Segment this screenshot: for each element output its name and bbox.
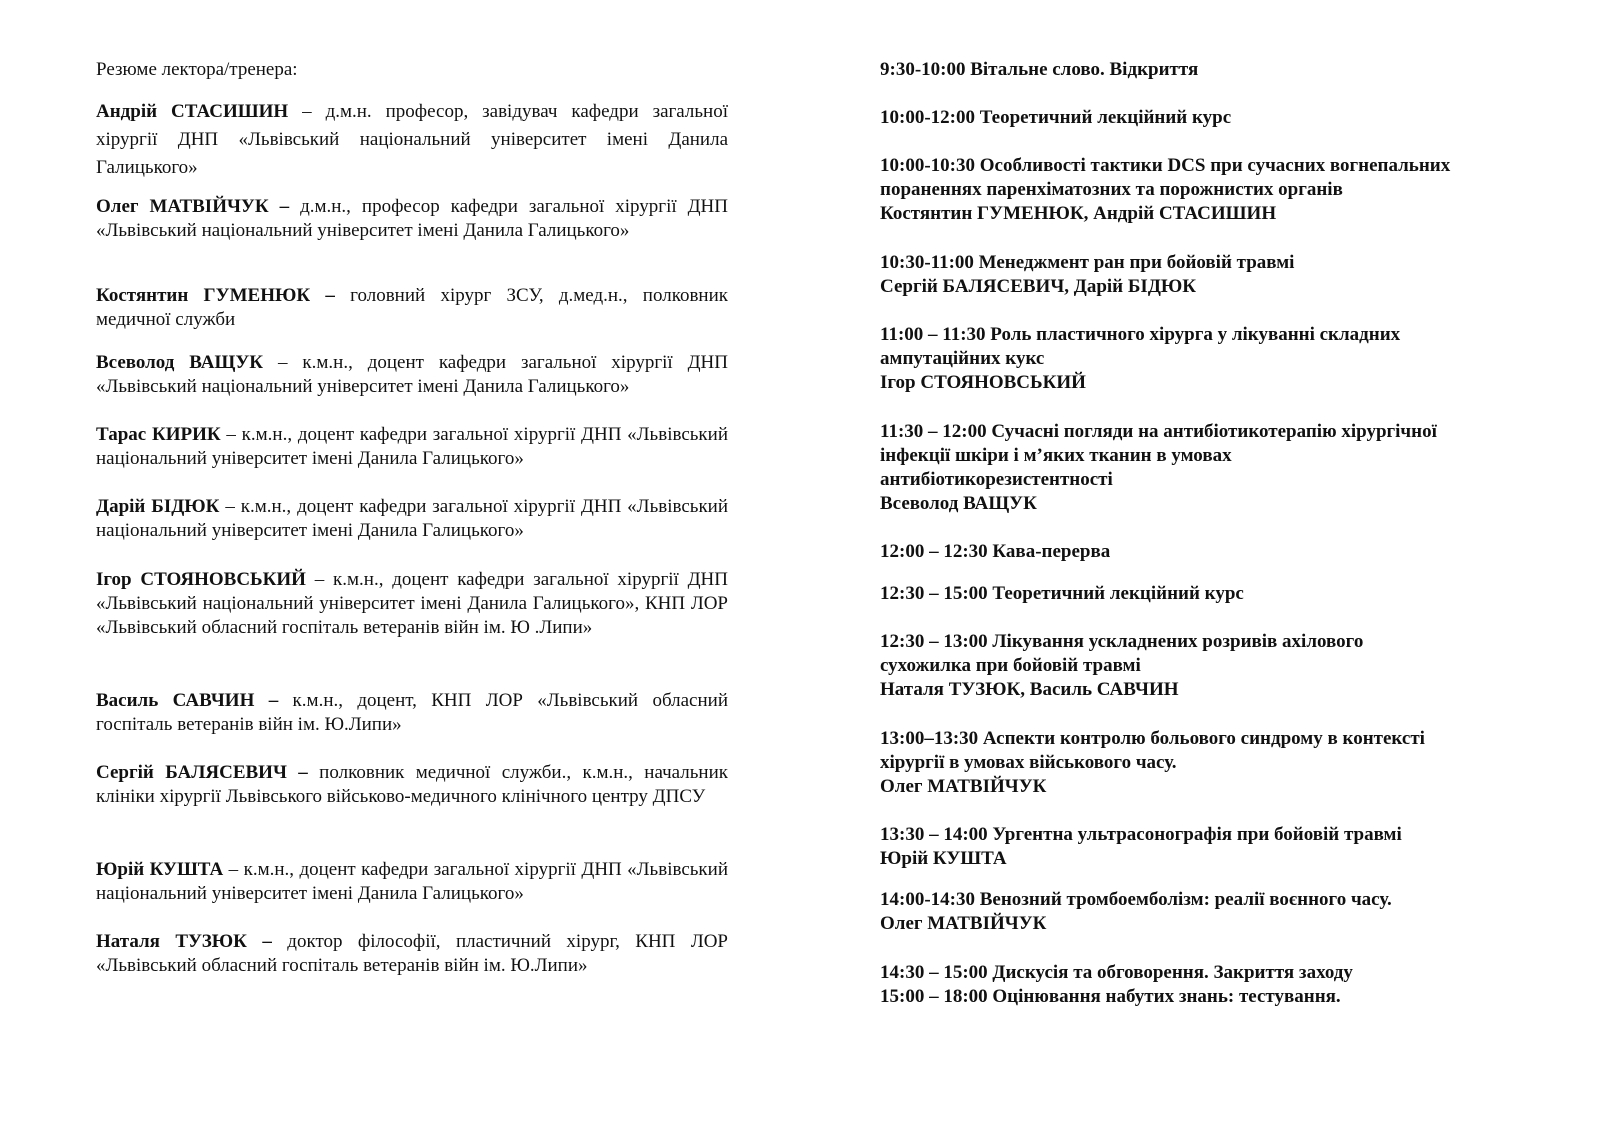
schedule-line: пораненнях паренхіматозних та порожнистих органів [880, 179, 1343, 200]
lecturer-name: Юрій КУШТА [96, 859, 224, 880]
schedule-line: інфекції шкіри і м’яких тканин в умовах [880, 445, 1232, 466]
schedule-line: Юрій КУШТА [880, 848, 1007, 869]
schedule-line: Всеволод ВАЩУК [880, 493, 1037, 514]
lecturer-name: Костянтин ГУМЕНЮК – [96, 285, 335, 306]
schedule-item [880, 323, 1400, 395]
lecturer-description: – к.м.н., доцент кафедри загальної хірургії ДНП «Львівський національний університет імені Данила Галицького» [96, 496, 729, 541]
lecturer-name: Ігор СТОЯНОВСЬКИЙ [96, 569, 306, 590]
lecturer-description: д.м.н., професор кафедри загальної хірургії ДНП «Львівський національний університет імені Данила Галицького» [96, 196, 728, 241]
lecturer-entry [96, 930, 728, 978]
lecturer-name: Сергій БАЛЯСЕВИЧ – [96, 762, 308, 783]
lecturer-entry [96, 568, 728, 640]
schedule-line: 10:00-12:00 Теоретичний лекційний курс [880, 107, 1232, 128]
schedule-line: 10:00-10:30 Особливості тактики DCS при сучасних вогнепальних [880, 155, 1451, 176]
lecturer-name: Тарас КИРИК [96, 424, 221, 445]
lecturer-entry [96, 351, 728, 399]
schedule-line: 12:30 – 15:00 Теоретичний лекційний курс [880, 583, 1244, 604]
schedule-line: 15:00 – 18:00 Оцінювання набутих знань: тестування. [880, 986, 1341, 1007]
program-schedule-column [880, 0, 1540, 1131]
schedule-item [880, 58, 1198, 82]
schedule-line: Олег МАТВІЙЧУК [880, 776, 1047, 797]
schedule-line: Олег МАТВІЙЧУК [880, 913, 1047, 934]
schedule-line: 14:00-14:30 Венозний тромбоемболізм: реалії воєнного часу. [880, 889, 1392, 910]
lecturer-entry [96, 423, 728, 471]
lecturer-entry [96, 858, 728, 906]
lecturer-description: – д.м.н. професор, завідувач кафедри загальної хірургії ДНП «Львівський національний університет імені Данила Галицького» [96, 101, 728, 178]
schedule-item [880, 961, 1353, 1009]
lecturer-name: Андрій СТАСИШИН [96, 101, 289, 122]
schedule-line: 13:00–13:30 Аспекти контролю больового синдрому в контексті [880, 728, 1425, 749]
schedule-line: 9:30-10:00 Вітальне слово. Відкриття [880, 59, 1199, 80]
lecturer-entry [96, 284, 728, 332]
schedule-line: 11:30 – 12:00 Сучасні погляди на антибіотикотерапію хірургічної [880, 421, 1437, 442]
lecturer-description: – к.м.н., доцент кафедри загальної хірургії ДНП «Львівський національний університет імені Данила Галицького» [96, 859, 728, 904]
schedule-item [880, 582, 1244, 606]
schedule-item [880, 106, 1231, 130]
schedule-item [880, 727, 1425, 799]
schedule-item [880, 251, 1294, 299]
schedule-line: 13:30 – 14:00 Ургентна ультрасонографія при бойовій травмі [880, 824, 1402, 845]
lecturer-description: – к.м.н., доцент кафедри загальної хірургії ДНП «Львівський національний університет імені Данила Галицького», КНП ЛОР «Львівський обласний госпіталь ветеранів війн ім. Ю .Липи» [96, 569, 728, 638]
lecturer-entry [96, 689, 728, 737]
schedule-item [880, 420, 1437, 516]
schedule-line: 10:30-11:00 Менеджмент ран при бойовій травмі [880, 252, 1295, 273]
lecturer-name: Василь САВЧИН – [96, 690, 279, 711]
schedule-line: Ігор СТОЯНОВСЬКИЙ [880, 372, 1086, 393]
lecturer-entry [96, 495, 728, 543]
schedule-line: 14:30 – 15:00 Дискусія та обговорення. Закриття заходу [880, 962, 1353, 983]
schedule-line: хірургії в умовах військового часу. [880, 752, 1177, 773]
lecturer-name: Дарій БІДЮК [96, 496, 220, 517]
lecturer-entry [96, 761, 728, 809]
schedule-line: 11:00 – 11:30 Роль пластичного хірурга у лікуванні складних [880, 324, 1401, 345]
schedule-line: Сергій БАЛЯСЕВИЧ, Дарій БІДЮК [880, 276, 1197, 297]
lecturer-entry [96, 98, 728, 182]
schedule-line: антибіотикорезистентності [880, 469, 1113, 490]
lecturer-description: доктор філософії, пластичний хірург, КНП ЛОР «Львівський обласний госпіталь ветеранів війн ім. Ю.Липи» [96, 931, 728, 976]
schedule-item [880, 154, 1450, 226]
lecturer-description: головний хірург ЗСУ, д.мед.н., полковник медичної служби [96, 285, 728, 330]
lecturer-description: – к.м.н., доцент кафедри загальної хірургії ДНП «Львівський національний університет імені Данила Галицького» [96, 424, 729, 469]
schedule-line: 12:30 – 13:00 Лікування ускладнених розривів ахілового [880, 631, 1364, 652]
schedule-item [880, 630, 1363, 702]
schedule-line: 12:00 – 12:30 Кава-перерва [880, 541, 1111, 562]
schedule-line: Костянтин ГУМЕНЮК, Андрій СТАСИШИН [880, 203, 1277, 224]
resume-title: Резюме лектора/тренера: [96, 59, 298, 80]
lecturer-description: к.м.н., доцент, КНП ЛОР «Львівський обласний госпіталь ветеранів війн ім. Ю.Липи» [96, 690, 728, 735]
lecturer-name: Всеволод ВАЩУК [96, 352, 264, 373]
lecturer-name: Олег МАТВІЙЧУК – [96, 196, 290, 217]
schedule-item [880, 888, 1392, 936]
schedule-item [880, 540, 1110, 564]
schedule-line: Наталя ТУЗЮК, Василь САВЧИН [880, 679, 1179, 700]
lecturer-description: полковник медичної служби., к.м.н., начальник клініки хірургії Львівського військово-медичного клінічного центру ДПСУ [96, 762, 728, 807]
lecturer-description: – к.м.н., доцент кафедри загальної хірургії ДНП «Львівський національний університет імені Данила Галицького» [96, 352, 728, 397]
schedule-line: сухожилка при бойовій травмі [880, 655, 1141, 676]
lecturer-name: Наталя ТУЗЮК – [96, 931, 272, 952]
schedule-item [880, 823, 1402, 871]
schedule-line: ампутаційних кукс [880, 348, 1045, 369]
lecturer-entry [96, 195, 728, 243]
lecturer-resume-column [96, 0, 728, 1131]
